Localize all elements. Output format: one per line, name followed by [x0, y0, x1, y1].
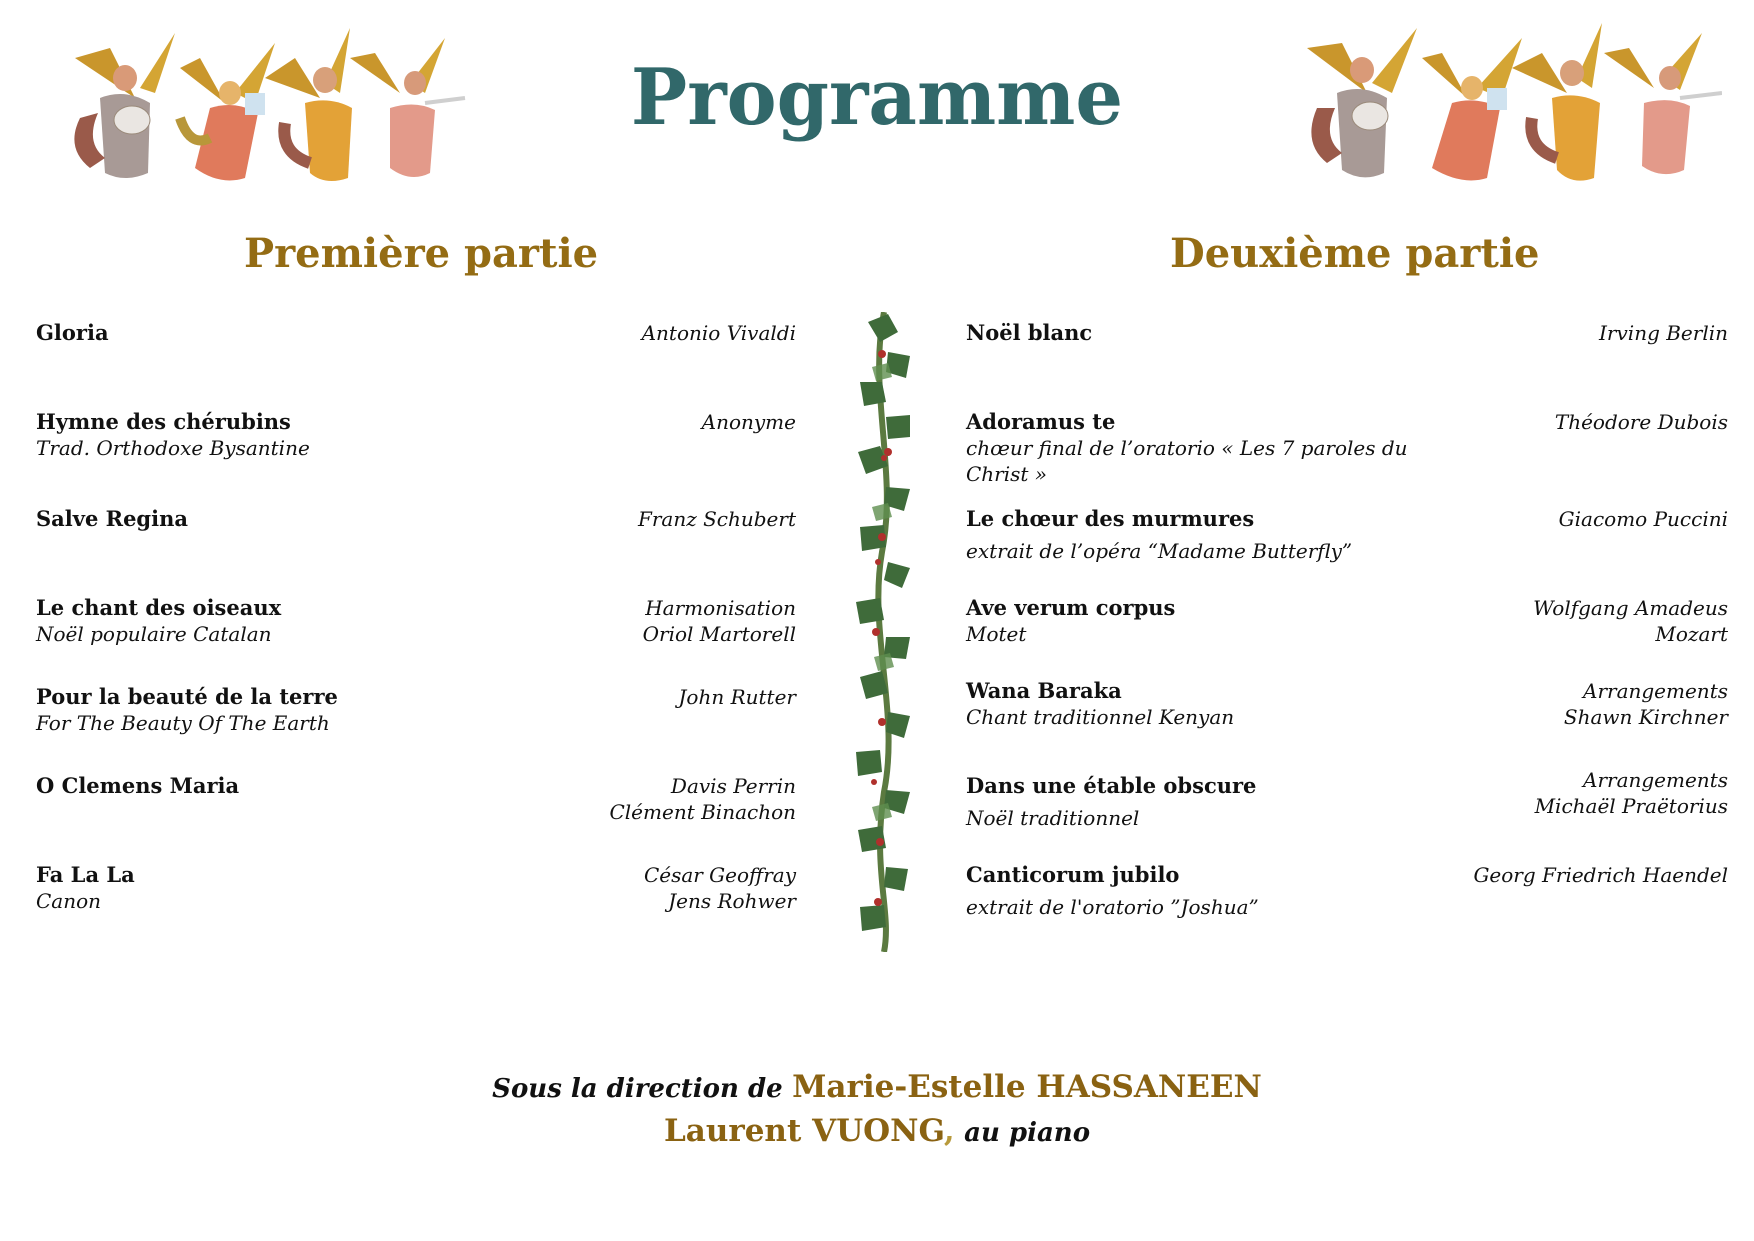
- program-item: [36, 320, 796, 346]
- credits: [0, 1066, 1754, 1154]
- piece-composer: [1535, 767, 1728, 819]
- composer-line: Jens Rohwer: [668, 889, 796, 913]
- composer-line: Giacomo Puccini: [1558, 507, 1728, 531]
- piece-subtitle: Chant traditionnel Kenyan: [966, 705, 1235, 729]
- piece-subtitle: chœur final de l’oratorio « Les 7 paroles du: [966, 436, 1408, 460]
- program-item: [966, 506, 1728, 564]
- piece-composer: [678, 684, 796, 710]
- piece-composer: [702, 409, 796, 435]
- piece-title: Noël blanc: [966, 320, 1093, 345]
- composer-line: Shawn Kirchner: [1563, 705, 1728, 729]
- piece-subtitle: For The Beauty Of The Earth: [36, 711, 330, 735]
- piece-subtitle: Noël populaire Catalan: [36, 622, 272, 646]
- piece-title: Dans une étable obscure: [966, 773, 1257, 798]
- piece-title: Hymne des chérubins: [36, 409, 291, 434]
- part-heading-first: Première partie: [244, 230, 599, 277]
- composer-line: Michaël Praëtorius: [1534, 794, 1728, 818]
- composer-line: Antonio Vivaldi: [641, 321, 796, 345]
- piece-subtitle: Noël traditionnel: [966, 806, 1140, 830]
- piece-title: Wana Baraka: [966, 678, 1122, 703]
- piece-subtitle-continued: Christ »: [966, 462, 1048, 486]
- program-item: [36, 684, 796, 736]
- composer-line: Mozart: [1655, 622, 1728, 646]
- part-heading-second: Deuxième partie: [1170, 230, 1540, 277]
- piece-composer: [644, 862, 796, 914]
- composer-line: Davis Perrin: [670, 774, 796, 798]
- piece-composer: [1555, 409, 1728, 435]
- program-item: [966, 320, 1728, 346]
- piece-title: Ave verum corpus: [966, 595, 1176, 620]
- piece-title: O Clemens Maria: [36, 773, 240, 798]
- pianist-name: Laurent VUONG: [663, 1113, 944, 1149]
- program-item: [966, 862, 1728, 920]
- composer-line: Georg Friedrich Haendel: [1473, 863, 1728, 887]
- piece-subtitle: Canon: [36, 889, 102, 913]
- direction-prefix: Sous la direction de: [492, 1074, 783, 1104]
- composer-line: Arrangements: [1583, 768, 1728, 792]
- composer-line: Anonyme: [701, 410, 796, 434]
- piece-composer: [1473, 862, 1728, 888]
- composer-line: Clément Binachon: [609, 800, 796, 824]
- piece-title: Fa La La: [36, 862, 135, 887]
- program-item: [36, 595, 796, 647]
- piece-composer: [638, 506, 796, 532]
- piece-subtitle: extrait de l'oratorio ”Joshua”: [966, 895, 1259, 919]
- director-name: Marie-Estelle HASSANEEN: [792, 1069, 1262, 1105]
- composer-line: Harmonisation: [645, 596, 796, 620]
- direction-line: [0, 1066, 1754, 1110]
- holly-garland-image: [838, 312, 930, 952]
- composer-line: John Rutter: [678, 685, 796, 709]
- composer-line: Oriol Martorell: [642, 622, 796, 646]
- piece-composer: [609, 773, 796, 825]
- program-item: [36, 506, 796, 532]
- program-item: [36, 409, 796, 461]
- piece-title: Canticorum jubilo: [966, 862, 1180, 887]
- piece-title: Adoramus te: [966, 409, 1116, 434]
- piece-title: Gloria: [36, 320, 109, 345]
- piece-composer: [1599, 320, 1728, 346]
- program-item: [966, 595, 1728, 647]
- composer-line: Franz Schubert: [637, 507, 796, 531]
- composer-line: Irving Berlin: [1599, 321, 1728, 345]
- composer-line: Wolfgang Amadeus: [1533, 596, 1728, 620]
- piece-composer: [1564, 678, 1728, 730]
- piano-suffix: au piano: [964, 1118, 1091, 1148]
- piece-title: Le chant des oiseaux: [36, 595, 282, 620]
- program-item: [966, 768, 1728, 831]
- composer-line: Théodore Dubois: [1554, 410, 1728, 434]
- piece-composer: [1533, 595, 1728, 647]
- piece-subtitle: Motet: [966, 622, 1027, 646]
- program-item: [36, 773, 796, 824]
- piano-line: [0, 1110, 1754, 1154]
- piece-composer: [643, 595, 796, 647]
- piece-composer: [1559, 506, 1728, 532]
- comma: ,: [943, 1113, 955, 1149]
- piece-subtitle: extrait de l’opéra “Madame Butterfly”: [966, 539, 1353, 563]
- piece-composer: [642, 320, 796, 346]
- program-item: [966, 409, 1728, 487]
- page-title: Programme: [630, 52, 1124, 143]
- piece-title: Salve Regina: [36, 506, 188, 531]
- composer-line: César Geoffray: [643, 863, 796, 887]
- program-item: [36, 862, 796, 914]
- piece-subtitle: Trad. Orthodoxe Bysantine: [36, 436, 310, 460]
- composer-line: Arrangements: [1583, 679, 1728, 703]
- program-item: [966, 678, 1728, 730]
- piece-title: Pour la beauté de la terre: [36, 684, 338, 709]
- piece-title: Le chœur des murmures: [966, 506, 1255, 531]
